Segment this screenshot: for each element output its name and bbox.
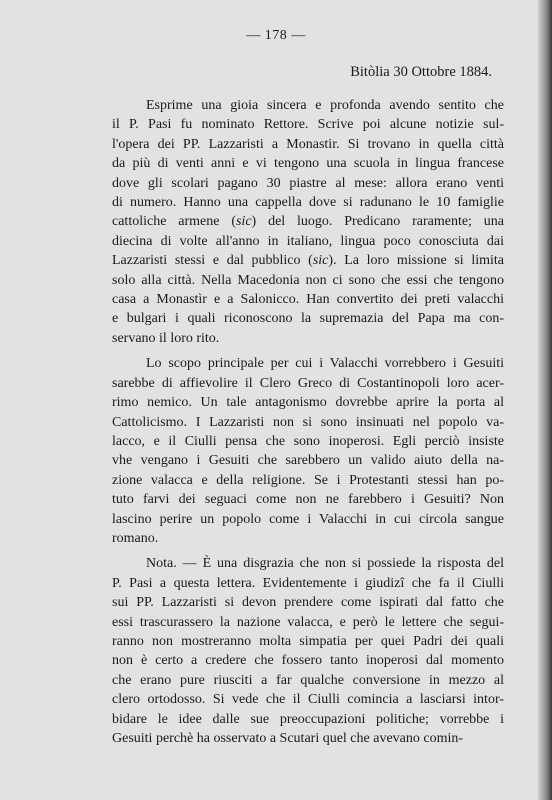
text-line: sui PP. Lazzaristi si devon prendere come ispirati dal fatto che bbox=[112, 595, 504, 611]
text-line: essi trascurassero la nazione valacca, e però le lettere che segui- bbox=[112, 614, 504, 630]
paragraph bbox=[112, 354, 504, 548]
text-line: clero ortodosso. Si vede che il Ciulli comincia a lasciarsi intor- bbox=[112, 692, 504, 708]
text-line: da più di venti anni e vi tengono una scuola in lingua francese bbox=[112, 156, 504, 172]
text-line: non è certo a credere che fossero tanto inoperosi dal momento bbox=[112, 653, 504, 669]
page-number: — 178 — bbox=[246, 28, 306, 43]
letter-dateline: Bitòlia 30 Ottobre 1884. bbox=[350, 64, 492, 80]
text-line: casa a Monastìr e a Salonicco. Han convertito dei preti valacchi bbox=[112, 292, 504, 308]
text-line: lascino perire un popolo come i Valacchi in cui circola sangue bbox=[112, 511, 504, 527]
text-line: dove gli scolari pagano 30 piastre al mese: allora erano venti bbox=[112, 175, 504, 191]
text-line: zione valacca e della religione. Se i Protestanti stessi han po- bbox=[112, 472, 504, 488]
text-line: tuto farvi dei seguaci come non ne farebbero i Gesuiti? Non bbox=[112, 492, 504, 508]
text-line: il P. Pasi fu nominato Rettore. Scrive poi alcune notizie sul- bbox=[112, 117, 504, 133]
text-line: sarebbe di affievolire il Clero Greco di Costantinopoli loro acer- bbox=[112, 375, 504, 391]
text-line: Nota. — È una disgrazia che non si possiede la risposta del bbox=[146, 556, 504, 572]
text-line: e bulgari i quali riconoscono la supremazia del Papa ma con- bbox=[112, 311, 504, 327]
text-line: cattoliche armene (sic) del luogo. Predicano raramente; una bbox=[112, 214, 504, 230]
text-line: che erano pure riusciti a far qualche conversione in mezzo al bbox=[112, 672, 504, 688]
text-line: Gesuiti perchè ha osservato a Scutari quel che avevano comin- bbox=[112, 731, 464, 746]
text-line: Esprime una gioia sincera e profonda avendo sentito che bbox=[146, 98, 504, 113]
text-line: Cattolicismo. I Lazzaristi non si sono insinuati nel popolo va- bbox=[112, 414, 504, 430]
text-line: bidare le idee dalle sue preoccupazioni politiche; vorrebbe i bbox=[112, 711, 504, 727]
text-line: Lazzaristi stessi e dal pubblico (sic). La loro missione si limita bbox=[112, 253, 504, 269]
text-line: Lo scopo principale per cui i Valacchi vorrebbero i Gesuiti bbox=[146, 356, 504, 372]
text-line: romano. bbox=[112, 530, 159, 546]
text-line: vhe vengano i Gesuiti che sarebbero un valido aiuto della na- bbox=[112, 453, 504, 469]
text-line: solo alla città. Nella Macedonia non ci sono che essi che tengono bbox=[112, 272, 504, 288]
text-line: rimo nemico. Un tale antagonismo dovrebbe aprire la porta al bbox=[112, 395, 504, 411]
text-line: l'opera dei PP. Lazzaristi a Monastir. Si trovano in quella città bbox=[112, 136, 504, 152]
page-edge-shadow bbox=[538, 0, 552, 800]
text-line: P. Pasi a questa lettera. Evidentemente i giudizî che fa il Ciulli bbox=[112, 575, 504, 591]
paragraphs-container bbox=[112, 96, 504, 748]
text-line: ranno non mostreranno molta simpatia per quei Padri dei quali bbox=[112, 633, 504, 649]
text-line: servano il loro rito. bbox=[112, 330, 220, 346]
page-body bbox=[112, 96, 504, 748]
text-line: lacco, e il Ciulli pensa che sono inoperosi. Egli perciò insiste bbox=[112, 433, 504, 449]
paragraph bbox=[112, 554, 504, 748]
text-line: di numero. Hanno una cappella dove si radunano le 10 famiglie bbox=[112, 195, 504, 211]
text-line: diecina di volte all'anno in italiano, lingua poco conosciuta dai bbox=[112, 233, 504, 249]
paragraph bbox=[112, 96, 504, 348]
